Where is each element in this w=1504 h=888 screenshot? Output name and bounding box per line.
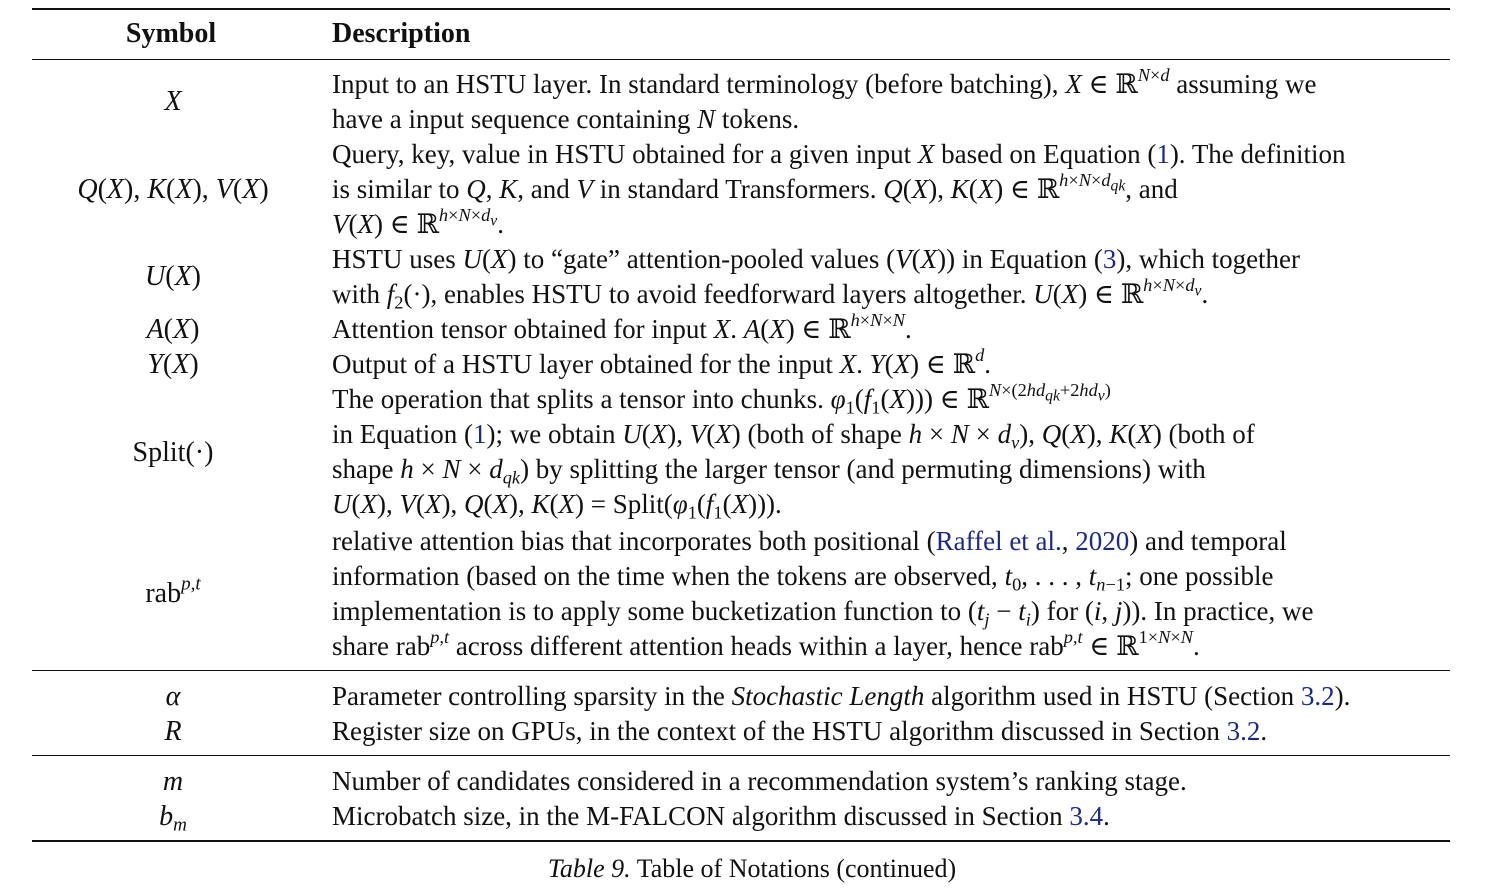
table-row <box>32 679 1450 714</box>
section-3-4-link[interactable]: 3.4 <box>1069 801 1104 831</box>
description-cell <box>332 312 1450 347</box>
section-3-2-link[interactable]: 3.2 <box>1226 716 1261 746</box>
desc-line: Parameter controlling sparsity in the Stochastic Length algorithm used in HSTU (Section 3.2). <box>332 681 1351 711</box>
symbol-u: U(X) <box>145 261 201 292</box>
desc-line: Microbatch size, in the M-FALCON algorithm discussed in Section 3.4. <box>332 801 1110 831</box>
symbol-x: X <box>164 86 182 117</box>
symbol-bm: $b_m$ <box>159 800 187 836</box>
desc-line: V(X) ∈ ℝ$^{h\times N\times d_v}$. <box>332 205 504 239</box>
desc-line: Number of candidates considered in a recommendation system’s ranking stage. <box>332 766 1187 796</box>
description-cell <box>332 67 1450 137</box>
symbol-a: A(X) <box>146 313 200 345</box>
description-cell <box>332 347 1450 382</box>
desc-line: information (based on the time when the tokens are observed, $t_0$, . . . , $t_{n-1}$; one possible <box>332 561 1274 595</box>
table-row <box>32 312 1450 347</box>
description-cell <box>332 137 1450 242</box>
table-row <box>32 67 1450 137</box>
symbol-column-header: Symbol <box>125 18 217 49</box>
desc-line: shape $h \times N \times d_{qk}$) by splitting the larger tensor (and permuting dimensions) with <box>332 454 1206 488</box>
equation-1-link[interactable]: 1 <box>472 419 487 449</box>
description-cell <box>332 714 1450 749</box>
desc-line: Output of a HSTU layer obtained for the input X. Y(X) ∈ ℝ$^d$. <box>332 345 992 379</box>
table-row <box>32 242 1450 312</box>
desc-line: with $f_2(\cdot)$, enables HSTU to avoid feedforward layers altogether. U(X) ∈ ℝ$^{h\times N\times d_v}$. <box>332 275 1209 313</box>
citation-year-link[interactable]: 2020 <box>1075 526 1130 556</box>
desc-line: have a input sequence containing N tokens. <box>332 104 800 134</box>
desc-line: Register size on GPUs, in the context of the HSTU algorithm discussed in Section 3.2. <box>332 716 1268 746</box>
section-rule <box>32 670 1450 671</box>
symbol-cell <box>32 764 314 799</box>
symbol-alpha: α <box>165 680 181 712</box>
description-cell <box>332 382 1450 522</box>
table-row <box>32 714 1450 749</box>
equation-1-link[interactable]: 1 <box>1156 139 1170 169</box>
symbol-split: Split(·) <box>132 437 214 468</box>
symbol-cell <box>32 714 314 749</box>
symbol-cell <box>32 312 314 347</box>
description-cell <box>332 799 1450 834</box>
symbol-m: m <box>162 765 184 797</box>
symbol-cell <box>32 67 314 137</box>
desc-line: is similar to Q, K, and V in standard Transformers. Q(X), K(X) ∈ ℝ$^{h\times N\times d_{qk}}$, and <box>332 170 1178 204</box>
symbol-cell <box>32 347 314 382</box>
symbol-cell <box>32 679 314 714</box>
symbol-qkv: Q(X), K(X), V(X) <box>77 173 269 205</box>
desc-line: in Equation (1); we obtain U(X), V(X) (both of shape $h \times N \times d_v$), Q(X), K(X) (both of <box>332 419 1255 453</box>
symbol-y: Y(X) <box>147 348 199 380</box>
section-rule <box>32 755 1450 756</box>
table-row <box>32 347 1450 382</box>
caption-label: Table 9. <box>547 854 631 883</box>
symbol-rab: rab$^{p,t}$ <box>145 573 201 609</box>
symbol-cell <box>32 242 314 312</box>
table-row <box>32 382 1450 524</box>
desc-line: Input to an HSTU layer. In standard terminology (before batching), X ∈ ℝ$^{N\times d}$ assuming we <box>332 65 1317 99</box>
symbol-cell <box>32 799 314 834</box>
description-cell <box>332 764 1450 799</box>
description-cell <box>332 524 1450 664</box>
symbol-cell <box>32 524 314 664</box>
desc-line: HSTU uses U(X) to “gate” attention-pooled values (V(X)) in Equation (3), which together <box>332 244 1301 274</box>
desc-line: relative attention bias that incorporates both positional (Raffel et al., 2020) and temporal <box>332 526 1287 556</box>
table-caption <box>0 852 1504 886</box>
caption-text: Table of Notations (continued) <box>636 854 957 883</box>
table-row <box>32 137 1450 242</box>
section-3-2-link[interactable]: 3.2 <box>1300 681 1335 711</box>
equation-3-link[interactable]: 3 <box>1102 244 1117 274</box>
description-column-header: Description <box>332 18 471 49</box>
citation-raffel-link[interactable]: Raffel et al. <box>935 526 1062 556</box>
description-cell <box>332 679 1450 714</box>
desc-line: Query, key, value in HSTU obtained for a given input X based on Equation (1). The definition <box>332 139 1346 169</box>
table-row <box>32 764 1450 799</box>
desc-line: implementation is to apply some bucketization function to $(t_j - t_i)$ for (i, j)). In practice, we <box>332 596 1314 630</box>
symbol-r: R <box>164 715 182 747</box>
bottom-rule <box>32 840 1450 842</box>
desc-line: Attention tensor obtained for input X. A(X) ∈ ℝ$^{h\times N\times N}$. <box>332 310 912 344</box>
table-row <box>32 524 1450 664</box>
top-rule <box>32 8 1450 10</box>
desc-line: The operation that splits a tensor into chunks. $\varphi_1(f_1(X))$) ∈ ℝ$^{N\times(2hd_{qk}+2hd_v)}$ <box>332 380 1111 418</box>
header-rule <box>32 59 1450 60</box>
desc-line: U(X), V(X), Q(X), $K(X) = Split(\varphi_1(f_1(X)))$. <box>332 489 782 523</box>
description-cell <box>332 242 1450 312</box>
symbol-cell <box>32 382 314 524</box>
symbol-cell <box>32 137 314 242</box>
desc-line: share rab$^{p,t}$ across different attention heads within a layer, hence rab$^{p,t}$ ∈ ℝ$^{1\times N\times N}$. <box>332 627 1200 661</box>
table-row <box>32 799 1450 834</box>
